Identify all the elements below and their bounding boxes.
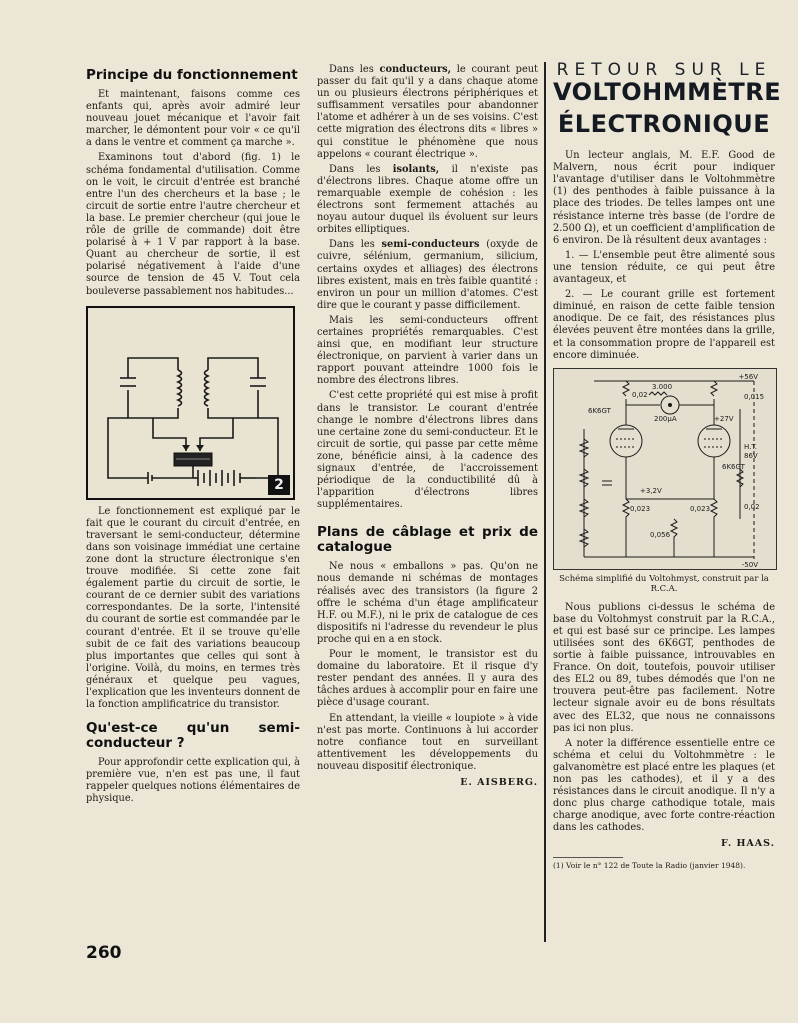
text-run: Dans les bbox=[329, 239, 382, 251]
paragraph: En attendant, la vieille « loupiote » à vide n'est pas morte. Continuons à lui accorder notre confiance tout en surveillant attentivement les développements du nouveau dispositif électronique. bbox=[317, 712, 538, 772]
label-r0023a: 0,023 bbox=[630, 504, 651, 513]
paragraph: Nous publions ci-dessus le schéma de base du Voltohmyst construit par la R.C.A., et qui est basé sur ce principe. Les lampes utilisées sont des 6K6GT, penthodes de sortie à faible puissance, introuvables en France. On doit, toutefois, pouvoir utiliser des EL2 ou 89, tubes démodés que l'on ne trouvera peut-être pas facilement. Notre lecteur signale avoir eu de bons résultats avec des EL32, que nous ne connaissons pas ici non plus. bbox=[553, 601, 775, 734]
label-plus56: +56V bbox=[738, 372, 758, 381]
figure-number: 2 bbox=[268, 475, 290, 495]
signature-haas: F. HAAS. bbox=[721, 838, 775, 850]
figure-2-transistor-diagram bbox=[86, 306, 295, 500]
label-tube-left: 6K6GT bbox=[588, 406, 611, 415]
keyword-conducteurs: conducteurs, bbox=[379, 64, 452, 75]
label-v86: 86V bbox=[744, 451, 758, 460]
paragraph bbox=[317, 64, 538, 161]
transistor-circuit-svg bbox=[88, 308, 293, 498]
label-r0015: 0,015 bbox=[744, 392, 765, 401]
label-r002a: 0,02 bbox=[632, 390, 648, 399]
text-run: Dans les bbox=[329, 64, 380, 75]
text-run: (oxyde de cuivre, sélénium, germanium, silicium, certains oxydes et alliages) des électrons libres existent, mais en très faible quantité : environ un pour un million d'atomes. C'est dire que le courant y passe difficilement. bbox=[317, 239, 538, 311]
label-r0056: 0,056 bbox=[650, 530, 671, 539]
label-r3000: 3.000 bbox=[652, 382, 673, 391]
paragraph: Et maintenant, faisons comme ces enfants qui, après avoir admiré leur nouveau jouet mécanique et l'avoir fait marcher, le démontent pour voir « ce qu'il a dans le ventre et comment ça marche ». bbox=[86, 89, 300, 149]
column-divider bbox=[544, 62, 546, 942]
label-r002b: 0,02 bbox=[744, 502, 760, 511]
article-kicker: RETOUR SUR LE bbox=[556, 60, 772, 80]
label-v32: +3,2V bbox=[640, 486, 662, 495]
column-middle bbox=[317, 64, 538, 789]
footnote-rule bbox=[553, 857, 623, 858]
label-r0023b: 0,023 bbox=[690, 504, 711, 513]
paragraph: A noter la différence essentielle entre ce schéma et celui du Voltohmmètre : le galvanomètre est placé entre les plaques (et non pas les cathodes), et il y a des résistances dans le circuit anodique. Il n'y a donc plus charge cathodique totale, mais charge anodique, avec forte contre-réaction dans les cathodes. bbox=[553, 737, 775, 834]
article-title-line2: ÉLECTRONIQUE bbox=[557, 110, 771, 139]
heading-principe: Principe du fonctionnement bbox=[86, 67, 298, 83]
schematic-caption: Schéma simplifié du Voltohmyst, construit par la R.C.A. bbox=[559, 573, 769, 594]
page-number: 260 bbox=[86, 943, 122, 963]
label-v27: +27V bbox=[714, 414, 734, 423]
label-tube-right: 6K6GT bbox=[722, 462, 745, 471]
keyword-semi-conducteurs: semi-conducteurs bbox=[381, 239, 480, 251]
signature-aisberg: E. AISBERG. bbox=[460, 776, 538, 788]
article-title-line1: VOLTOHMMÈTRE bbox=[553, 78, 782, 107]
paragraph: Un lecteur anglais, M. E.F. Good de Malvern, nous écrit pour indiquer l'avantage d'utiliser dans le Voltohmmètre (1) des penthodes à faible puissance à la place des triodes. De telles lampes ont une résistance interne très basse (de l'ordre de 2.500 Ω), et un coefficient d'amplification de 6 environ. De là résultent deux avantages : bbox=[553, 150, 775, 246]
keyword-isolants: isolants, bbox=[392, 163, 440, 175]
voltohmyst-schematic bbox=[553, 368, 777, 570]
label-ua200: 200μA bbox=[654, 414, 677, 423]
paragraph: 1. — L'ensemble peut être alimenté sous une tension réduite, ce qui peut être avantageux, et bbox=[553, 249, 775, 286]
label-ht: H.T. bbox=[744, 442, 758, 451]
paragraph: Examinons tout d'abord (fig. 1) le schéma fondamental d'utilisation. Comme on le voit, le circuit d'entrée est branché entre l'un des chercheurs et la base ; le circuit de sortie entre l'autre chercheur et la base. Le premier chercheur (qui joue le rôle de grille de commande) doit être polarisé à + 1 V par rapport à la base. Quant au chercheur de sortie, il est polarisé négativement à l'aide d'une source de tension de 45 V. Tout cela bouleverse passablement nos habitudes... bbox=[86, 152, 300, 297]
column-right bbox=[553, 60, 782, 870]
text-run: il n'existe pas d'électrons libres. Chaque atome offre un remarquable exemple de cohésion : les électrons sont fermement attachés au noyau autour duquel ils évoluent sur leurs orbites elliptiques. bbox=[317, 163, 538, 236]
paragraph: Mais les semi-conducteurs offrent certaines propriétés remarquables. C'est ainsi que, en modifiant leur structure électronique, on parvient à varier dans un rapport pouvant atteindre 1000 fois le nombre des électrons libres. bbox=[317, 314, 538, 387]
label-minus50: -50V bbox=[741, 560, 758, 569]
footnote: (1) Voir le n° 122 de Toute la Radio (janvier 1948). bbox=[553, 860, 746, 870]
schematic-svg bbox=[554, 369, 776, 569]
paragraph: 2. — Le courant grille est fortement diminué, en raison de cette faible tension anodique. De ce fait, des résistances plus élevées peuvent être montées dans la grille, et la consommation propre de l'appareil est encore diminuée. bbox=[553, 289, 775, 361]
paragraph: Pour approfondir cette explication qui, à première vue, n'en est pas une, il faut rappeler quelques notions élémentaires de physique. bbox=[86, 757, 300, 805]
text-run: Dans les bbox=[329, 163, 393, 175]
text-run: le courant peut passer du fait qu'il y a dans chaque atome un ou plusieurs électrons périphériques et suffisamment versatiles pour abandonner l'atome et adhérer à un de ses voisins. C'est cette migration des électrons dits « libres » qui constitue le phénomène que nous appelons « courant électrique ». bbox=[317, 64, 538, 160]
paragraph: C'est cette propriété qui est mise à profit dans le transistor. Le courant d'entrée change le nombre d'électrons libres dans une certaine zone du semi-conducteur. Et le circuit de sortie, qui passe par cette même zone, bénéficie ainsi, à la cadence des signaux d'entrée, de l'accroissement périodique de la conductibilité dû à l'apparition d'électrons libres supplémentaires. bbox=[317, 390, 538, 511]
paragraph: Pour le moment, le transistor est du domaine du laboratoire. Et il risque d'y rester pendant des années. Il y aura des tâches ardues à accomplir pour en faire une pièce d'usage courant. bbox=[317, 649, 538, 709]
heading-plans-cablage: Plans de câblage et prix de catalogue bbox=[317, 524, 538, 556]
paragraph: Le fonctionnement est expliqué par le fait que le courant du circuit d'entrée, en traversant le semi-conducteur, détermine dans son voisinage immédiat une certaine zone dont la structure électronique s'en trouve modifiée. Si cette zone fait également partie du circuit de sortie, le courant de ce dernier subit des variations correspondantes. De la sorte, l'intensité du courant de sortie est commandée par le courant d'entrée. Et il se trouve qu'elle subit de ce fait des variations beaucoup plus importantes que celles qui sont à l'origine. Voilà, du moins, en termes très généraux et quelque peu vagues, l'explication que les inventeurs donnent de la fonction amplificatrice du transistor. bbox=[86, 505, 300, 711]
paragraph bbox=[317, 164, 538, 237]
heading-semi-conducteur: Qu'est-ce qu'un semi-conducteur ? bbox=[86, 720, 300, 752]
column-left bbox=[86, 64, 300, 809]
paragraph: Ne nous « emballons » pas. Qu'on ne nous demande ni schémas de montages réalisés avec des transistors (la figure 2 offre le schéma d'un étage amplificateur H.F. ou M.F.), ni le prix de catalogue de ces dispositifs ni l'adresse du revendeur le plus proche qui en a en stock. bbox=[317, 561, 538, 645]
paragraph bbox=[317, 239, 538, 312]
